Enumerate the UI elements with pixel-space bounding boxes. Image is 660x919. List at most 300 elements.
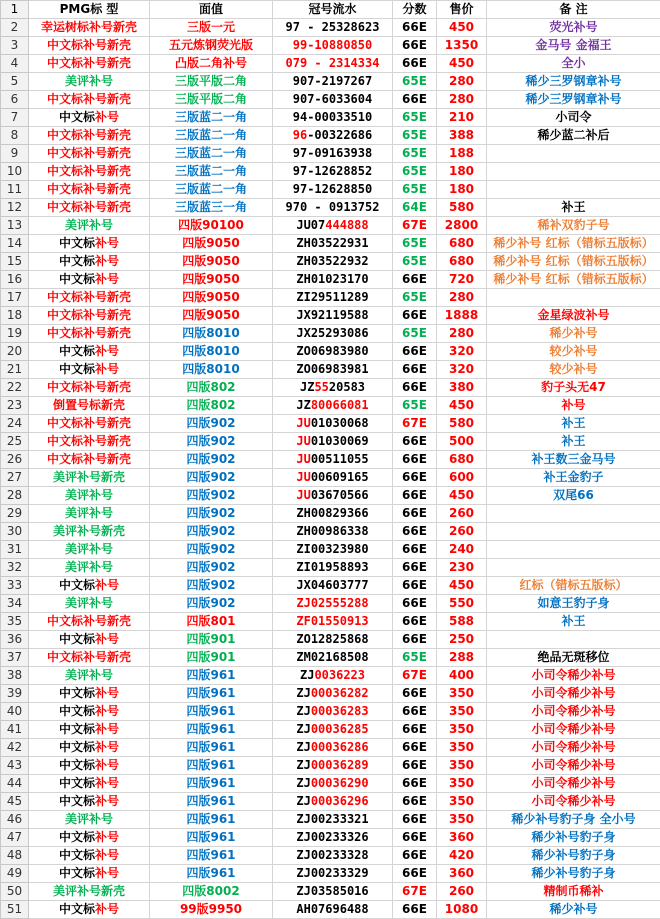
- note-cell[interactable]: 如意王豹子身: [487, 595, 660, 613]
- score-cell[interactable]: 66E: [393, 685, 437, 703]
- face-value-cell[interactable]: 四版902: [150, 523, 273, 541]
- score-cell[interactable]: 66E: [393, 703, 437, 721]
- price-cell[interactable]: 350: [437, 739, 487, 757]
- note-cell[interactable]: 稀少补号豹子身: [487, 829, 660, 847]
- pmg-label-cell[interactable]: 中文标补号新壳: [29, 37, 150, 55]
- serial-cell[interactable]: [273, 91, 393, 109]
- pmg-label-cell[interactable]: [29, 109, 150, 127]
- serial-cell[interactable]: [273, 739, 393, 757]
- row-number[interactable]: 30: [1, 523, 29, 541]
- serial-cell[interactable]: [273, 145, 393, 163]
- serial-cell[interactable]: [273, 685, 393, 703]
- score-cell[interactable]: 66E: [393, 721, 437, 739]
- score-cell[interactable]: 66E: [393, 505, 437, 523]
- pmg-label-cell[interactable]: 美评补号: [29, 73, 150, 91]
- face-value-cell[interactable]: 四版901: [150, 631, 273, 649]
- serial-cell[interactable]: [273, 487, 393, 505]
- score-cell[interactable]: 67E: [393, 667, 437, 685]
- note-cell[interactable]: 稀少补号豹子身: [487, 865, 660, 883]
- note-cell[interactable]: [487, 181, 660, 199]
- note-cell[interactable]: 小司令稀少补号: [487, 667, 660, 685]
- note-cell[interactable]: 金马号 金福王: [487, 37, 660, 55]
- price-cell[interactable]: 680: [437, 253, 487, 271]
- serial-cell[interactable]: [273, 865, 393, 883]
- serial-cell[interactable]: [273, 649, 393, 667]
- pmg-label-cell[interactable]: [29, 577, 150, 595]
- price-cell[interactable]: 680: [437, 451, 487, 469]
- score-cell[interactable]: 65E: [393, 127, 437, 145]
- score-cell[interactable]: 67E: [393, 217, 437, 235]
- price-cell[interactable]: 388: [437, 127, 487, 145]
- note-cell[interactable]: [487, 559, 660, 577]
- price-cell[interactable]: 350: [437, 703, 487, 721]
- face-value-cell[interactable]: 四版961: [150, 811, 273, 829]
- row-number[interactable]: 19: [1, 325, 29, 343]
- score-cell[interactable]: 66E: [393, 613, 437, 631]
- row-number[interactable]: 3: [1, 37, 29, 55]
- pmg-label-cell[interactable]: 中文标补号新壳: [29, 451, 150, 469]
- score-cell[interactable]: 65E: [393, 109, 437, 127]
- row-number[interactable]: 34: [1, 595, 29, 613]
- note-cell[interactable]: 稀少补号: [487, 901, 660, 919]
- pmg-label-cell[interactable]: [29, 343, 150, 361]
- serial-cell[interactable]: [273, 55, 393, 73]
- face-value-cell[interactable]: 四版961: [150, 865, 273, 883]
- row-number[interactable]: 13: [1, 217, 29, 235]
- price-cell[interactable]: 350: [437, 721, 487, 739]
- row-number[interactable]: 5: [1, 73, 29, 91]
- pmg-label-cell[interactable]: 美评补号新壳: [29, 523, 150, 541]
- price-cell[interactable]: 350: [437, 757, 487, 775]
- serial-cell[interactable]: [273, 847, 393, 865]
- price-cell[interactable]: 550: [437, 595, 487, 613]
- score-cell[interactable]: 66E: [393, 433, 437, 451]
- face-value-cell[interactable]: 四版801: [150, 613, 273, 631]
- pmg-label-cell[interactable]: 中文标补号新壳: [29, 613, 150, 631]
- pmg-label-cell[interactable]: 中文标补号新壳: [29, 433, 150, 451]
- face-value-cell[interactable]: 四版902: [150, 577, 273, 595]
- row-number[interactable]: 1: [1, 1, 29, 19]
- serial-cell[interactable]: [273, 361, 393, 379]
- pmg-label-cell[interactable]: [29, 703, 150, 721]
- price-cell[interactable]: 2800: [437, 217, 487, 235]
- row-number[interactable]: 31: [1, 541, 29, 559]
- row-number[interactable]: 9: [1, 145, 29, 163]
- pmg-label-cell[interactable]: [29, 253, 150, 271]
- row-number[interactable]: 28: [1, 487, 29, 505]
- pmg-label-cell[interactable]: 中文标补号新壳: [29, 199, 150, 217]
- pmg-label-cell[interactable]: [29, 271, 150, 289]
- pmg-label-cell[interactable]: 美评补号新壳: [29, 883, 150, 901]
- serial-cell[interactable]: [273, 217, 393, 235]
- note-cell[interactable]: [487, 163, 660, 181]
- score-cell[interactable]: 66E: [393, 379, 437, 397]
- score-cell[interactable]: 66E: [393, 523, 437, 541]
- score-cell[interactable]: 66E: [393, 469, 437, 487]
- note-cell[interactable]: 小司令稀少补号: [487, 703, 660, 721]
- face-value-cell[interactable]: 五元炼钢荧光版: [150, 37, 273, 55]
- price-cell[interactable]: 580: [437, 199, 487, 217]
- price-cell[interactable]: 680: [437, 235, 487, 253]
- score-cell[interactable]: 66E: [393, 307, 437, 325]
- score-cell[interactable]: 66E: [393, 739, 437, 757]
- pmg-label-cell[interactable]: 中文标补号新壳: [29, 127, 150, 145]
- pmg-label-cell[interactable]: 中文标补号新壳: [29, 289, 150, 307]
- score-cell[interactable]: 66E: [393, 271, 437, 289]
- note-cell[interactable]: 稀少补号 红标（错标五版标）: [487, 253, 660, 271]
- face-value-cell[interactable]: 四版902: [150, 541, 273, 559]
- serial-cell[interactable]: [273, 181, 393, 199]
- pmg-label-cell[interactable]: 美评补号: [29, 487, 150, 505]
- serial-cell[interactable]: [273, 253, 393, 271]
- note-cell[interactable]: [487, 541, 660, 559]
- note-cell[interactable]: 稀少三罗钢章补号: [487, 91, 660, 109]
- row-number[interactable]: 2: [1, 19, 29, 37]
- pmg-label-cell[interactable]: 美评补号: [29, 667, 150, 685]
- serial-cell[interactable]: [273, 793, 393, 811]
- note-cell[interactable]: 稀少补号 红标（错标五版标）: [487, 271, 660, 289]
- price-cell[interactable]: 320: [437, 343, 487, 361]
- score-cell[interactable]: 64E: [393, 199, 437, 217]
- score-cell[interactable]: 66E: [393, 811, 437, 829]
- face-value-cell[interactable]: 三版蓝二一角: [150, 127, 273, 145]
- pmg-label-cell[interactable]: 中文标补号新壳: [29, 307, 150, 325]
- pmg-label-cell[interactable]: [29, 739, 150, 757]
- note-cell[interactable]: 小司令稀少补号: [487, 721, 660, 739]
- pmg-label-cell[interactable]: [29, 793, 150, 811]
- note-cell[interactable]: 双尾66: [487, 487, 660, 505]
- note-cell[interactable]: 小司令稀少补号: [487, 793, 660, 811]
- pmg-label-cell[interactable]: 中文标补号新壳: [29, 181, 150, 199]
- note-cell[interactable]: [487, 505, 660, 523]
- pmg-label-cell[interactable]: [29, 865, 150, 883]
- score-cell[interactable]: 66E: [393, 901, 437, 919]
- face-value-cell[interactable]: 四版8010: [150, 361, 273, 379]
- price-cell[interactable]: 580: [437, 415, 487, 433]
- col-header-note[interactable]: 备 注: [487, 1, 660, 19]
- row-number[interactable]: 29: [1, 505, 29, 523]
- serial-cell[interactable]: [273, 721, 393, 739]
- price-cell[interactable]: 588: [437, 613, 487, 631]
- pmg-label-cell[interactable]: [29, 631, 150, 649]
- price-cell[interactable]: 720: [437, 271, 487, 289]
- row-number[interactable]: 43: [1, 757, 29, 775]
- price-cell[interactable]: 350: [437, 775, 487, 793]
- score-cell[interactable]: 66E: [393, 541, 437, 559]
- serial-cell[interactable]: [273, 811, 393, 829]
- serial-cell[interactable]: [273, 613, 393, 631]
- note-cell[interactable]: 补王: [487, 433, 660, 451]
- col-header-face-value[interactable]: 面值: [150, 1, 273, 19]
- serial-cell[interactable]: [273, 577, 393, 595]
- price-cell[interactable]: 500: [437, 433, 487, 451]
- serial-cell[interactable]: [273, 451, 393, 469]
- face-value-cell[interactable]: 四版901: [150, 649, 273, 667]
- pmg-label-cell[interactable]: [29, 901, 150, 919]
- price-cell[interactable]: 350: [437, 811, 487, 829]
- serial-cell[interactable]: [273, 757, 393, 775]
- row-number[interactable]: 39: [1, 685, 29, 703]
- price-cell[interactable]: 450: [437, 487, 487, 505]
- face-value-cell[interactable]: 四版802: [150, 397, 273, 415]
- face-value-cell[interactable]: 四版961: [150, 703, 273, 721]
- score-cell[interactable]: 65E: [393, 163, 437, 181]
- pmg-label-cell[interactable]: [29, 235, 150, 253]
- row-number[interactable]: 12: [1, 199, 29, 217]
- pmg-label-cell[interactable]: 美评补号: [29, 541, 150, 559]
- serial-cell[interactable]: [273, 775, 393, 793]
- row-number[interactable]: 14: [1, 235, 29, 253]
- price-cell[interactable]: 280: [437, 325, 487, 343]
- note-cell[interactable]: [487, 523, 660, 541]
- pmg-label-cell[interactable]: 幸运树标补号新壳: [29, 19, 150, 37]
- pmg-label-cell[interactable]: [29, 847, 150, 865]
- face-value-cell[interactable]: 四版802: [150, 379, 273, 397]
- pmg-label-cell[interactable]: [29, 721, 150, 739]
- row-number[interactable]: 10: [1, 163, 29, 181]
- row-number[interactable]: 27: [1, 469, 29, 487]
- face-value-cell[interactable]: 三版平版二角: [150, 73, 273, 91]
- serial-cell[interactable]: [273, 667, 393, 685]
- score-cell[interactable]: 66E: [393, 559, 437, 577]
- note-cell[interactable]: 稀少补号 红标（错标五版标）: [487, 235, 660, 253]
- score-cell[interactable]: 66E: [393, 343, 437, 361]
- pmg-label-cell[interactable]: 中文标补号新壳: [29, 145, 150, 163]
- face-value-cell[interactable]: 四版961: [150, 739, 273, 757]
- row-number[interactable]: 8: [1, 127, 29, 145]
- pmg-label-cell[interactable]: 倒置号标新壳: [29, 397, 150, 415]
- face-value-cell[interactable]: 四版9050: [150, 253, 273, 271]
- score-cell[interactable]: 67E: [393, 415, 437, 433]
- pmg-label-cell[interactable]: [29, 775, 150, 793]
- price-cell[interactable]: 288: [437, 649, 487, 667]
- serial-cell[interactable]: [273, 469, 393, 487]
- price-cell[interactable]: 230: [437, 559, 487, 577]
- score-cell[interactable]: 65E: [393, 253, 437, 271]
- row-number[interactable]: 20: [1, 343, 29, 361]
- price-cell[interactable]: 360: [437, 829, 487, 847]
- pmg-label-cell[interactable]: 美评补号: [29, 595, 150, 613]
- note-cell[interactable]: 小司令稀少补号: [487, 757, 660, 775]
- score-cell[interactable]: 66E: [393, 631, 437, 649]
- row-number[interactable]: 23: [1, 397, 29, 415]
- pmg-label-cell[interactable]: 美评补号: [29, 217, 150, 235]
- serial-cell[interactable]: [273, 523, 393, 541]
- face-value-cell[interactable]: 四版961: [150, 721, 273, 739]
- price-cell[interactable]: 450: [437, 397, 487, 415]
- face-value-cell[interactable]: 三版一元: [150, 19, 273, 37]
- serial-cell[interactable]: [273, 19, 393, 37]
- serial-cell[interactable]: [273, 73, 393, 91]
- score-cell[interactable]: 65E: [393, 73, 437, 91]
- price-cell[interactable]: 360: [437, 865, 487, 883]
- row-number[interactable]: 11: [1, 181, 29, 199]
- pmg-label-cell[interactable]: 中文标补号新壳: [29, 55, 150, 73]
- note-cell[interactable]: [487, 289, 660, 307]
- col-header-price[interactable]: 售价: [437, 1, 487, 19]
- price-cell[interactable]: 420: [437, 847, 487, 865]
- face-value-cell[interactable]: 三版蓝二一角: [150, 163, 273, 181]
- score-cell[interactable]: 65E: [393, 145, 437, 163]
- col-header-serial[interactable]: 冠号流水: [273, 1, 393, 19]
- price-cell[interactable]: 188: [437, 145, 487, 163]
- face-value-cell[interactable]: 四版902: [150, 451, 273, 469]
- price-cell[interactable]: 280: [437, 91, 487, 109]
- row-number[interactable]: 33: [1, 577, 29, 595]
- note-cell[interactable]: 稀少蓝二补后: [487, 127, 660, 145]
- serial-cell[interactable]: [273, 271, 393, 289]
- face-value-cell[interactable]: 四版9050: [150, 307, 273, 325]
- face-value-cell[interactable]: 四版961: [150, 685, 273, 703]
- serial-cell[interactable]: [273, 235, 393, 253]
- row-number[interactable]: 4: [1, 55, 29, 73]
- row-number[interactable]: 37: [1, 649, 29, 667]
- col-header-pmg[interactable]: PMG标 型: [29, 1, 150, 19]
- row-number[interactable]: 7: [1, 109, 29, 127]
- face-value-cell[interactable]: 四版961: [150, 757, 273, 775]
- serial-cell[interactable]: [273, 631, 393, 649]
- row-number[interactable]: 17: [1, 289, 29, 307]
- score-cell[interactable]: 65E: [393, 397, 437, 415]
- serial-cell[interactable]: [273, 199, 393, 217]
- note-cell[interactable]: 较少补号: [487, 361, 660, 379]
- price-cell[interactable]: 1350: [437, 37, 487, 55]
- score-cell[interactable]: 66E: [393, 55, 437, 73]
- serial-cell[interactable]: [273, 397, 393, 415]
- note-cell[interactable]: 金星绿波补号: [487, 307, 660, 325]
- pmg-label-cell[interactable]: 中文标补号新壳: [29, 649, 150, 667]
- row-number[interactable]: 18: [1, 307, 29, 325]
- face-value-cell[interactable]: 四版902: [150, 487, 273, 505]
- note-cell[interactable]: 稀补双豹子号: [487, 217, 660, 235]
- note-cell[interactable]: 较少补号: [487, 343, 660, 361]
- pmg-label-cell[interactable]: [29, 829, 150, 847]
- pmg-label-cell[interactable]: 美评补号: [29, 811, 150, 829]
- serial-cell[interactable]: [273, 289, 393, 307]
- face-value-cell[interactable]: 四版902: [150, 559, 273, 577]
- face-value-cell[interactable]: 四版9050: [150, 289, 273, 307]
- serial-cell[interactable]: [273, 829, 393, 847]
- note-cell[interactable]: 稀少补号豹子身: [487, 847, 660, 865]
- price-cell[interactable]: 1888: [437, 307, 487, 325]
- serial-cell[interactable]: [273, 541, 393, 559]
- score-cell[interactable]: 66E: [393, 19, 437, 37]
- row-number[interactable]: 40: [1, 703, 29, 721]
- price-cell[interactable]: 240: [437, 541, 487, 559]
- score-cell[interactable]: 66E: [393, 37, 437, 55]
- pmg-label-cell[interactable]: 中文标补号新壳: [29, 91, 150, 109]
- price-cell[interactable]: 450: [437, 577, 487, 595]
- col-header-score[interactable]: 分数: [393, 1, 437, 19]
- note-cell[interactable]: 小司令: [487, 109, 660, 127]
- note-cell[interactable]: 红标（错标五版标）: [487, 577, 660, 595]
- face-value-cell[interactable]: 四版902: [150, 469, 273, 487]
- face-value-cell[interactable]: 四版961: [150, 847, 273, 865]
- price-cell[interactable]: 400: [437, 667, 487, 685]
- pmg-label-cell[interactable]: [29, 685, 150, 703]
- row-number[interactable]: 22: [1, 379, 29, 397]
- pmg-label-cell[interactable]: 中文标补号新壳: [29, 379, 150, 397]
- row-number[interactable]: 25: [1, 433, 29, 451]
- price-cell[interactable]: 600: [437, 469, 487, 487]
- note-cell[interactable]: [487, 631, 660, 649]
- row-number[interactable]: 38: [1, 667, 29, 685]
- price-cell[interactable]: 180: [437, 181, 487, 199]
- score-cell[interactable]: 66E: [393, 487, 437, 505]
- score-cell[interactable]: 65E: [393, 325, 437, 343]
- serial-cell[interactable]: [273, 109, 393, 127]
- score-cell[interactable]: 66E: [393, 865, 437, 883]
- price-cell[interactable]: 1080: [437, 901, 487, 919]
- pmg-label-cell[interactable]: 美评补号: [29, 505, 150, 523]
- row-number[interactable]: 32: [1, 559, 29, 577]
- pmg-label-cell[interactable]: 中文标补号新壳: [29, 325, 150, 343]
- score-cell[interactable]: 65E: [393, 235, 437, 253]
- score-cell[interactable]: 66E: [393, 775, 437, 793]
- score-cell[interactable]: 66E: [393, 577, 437, 595]
- note-cell[interactable]: 小司令稀少补号: [487, 739, 660, 757]
- price-cell[interactable]: 450: [437, 19, 487, 37]
- note-cell[interactable]: 稀少补号: [487, 325, 660, 343]
- face-value-cell[interactable]: 四版961: [150, 667, 273, 685]
- serial-cell[interactable]: [273, 127, 393, 145]
- note-cell[interactable]: 绝品无斑移位: [487, 649, 660, 667]
- face-value-cell[interactable]: 四版90100: [150, 217, 273, 235]
- row-number[interactable]: 50: [1, 883, 29, 901]
- pmg-label-cell[interactable]: 中文标补号新壳: [29, 163, 150, 181]
- row-number[interactable]: 26: [1, 451, 29, 469]
- note-cell[interactable]: 小司令稀少补号: [487, 685, 660, 703]
- pmg-label-cell[interactable]: [29, 361, 150, 379]
- price-cell[interactable]: 380: [437, 379, 487, 397]
- price-cell[interactable]: 320: [437, 361, 487, 379]
- note-cell[interactable]: 小司令稀少补号: [487, 775, 660, 793]
- face-value-cell[interactable]: 凸版二角补号: [150, 55, 273, 73]
- note-cell[interactable]: 荧光补号: [487, 19, 660, 37]
- serial-cell[interactable]: [273, 595, 393, 613]
- note-cell[interactable]: 补王: [487, 199, 660, 217]
- note-cell[interactable]: 精制币稀补: [487, 883, 660, 901]
- note-cell[interactable]: 补王: [487, 415, 660, 433]
- row-number[interactable]: 6: [1, 91, 29, 109]
- score-cell[interactable]: 67E: [393, 883, 437, 901]
- serial-cell[interactable]: [273, 163, 393, 181]
- face-value-cell[interactable]: 99版9950: [150, 901, 273, 919]
- score-cell[interactable]: 65E: [393, 289, 437, 307]
- price-cell[interactable]: 450: [437, 55, 487, 73]
- note-cell[interactable]: 豹子头无47: [487, 379, 660, 397]
- price-cell[interactable]: 210: [437, 109, 487, 127]
- face-value-cell[interactable]: 四版8010: [150, 343, 273, 361]
- face-value-cell[interactable]: 三版蓝二一角: [150, 145, 273, 163]
- serial-cell[interactable]: [273, 559, 393, 577]
- price-cell[interactable]: 260: [437, 505, 487, 523]
- face-value-cell[interactable]: 四版902: [150, 415, 273, 433]
- face-value-cell[interactable]: 四版9050: [150, 235, 273, 253]
- row-number[interactable]: 49: [1, 865, 29, 883]
- pmg-label-cell[interactable]: [29, 757, 150, 775]
- note-cell[interactable]: [487, 145, 660, 163]
- face-value-cell[interactable]: 四版902: [150, 505, 273, 523]
- face-value-cell[interactable]: 三版蓝三一角: [150, 199, 273, 217]
- note-cell[interactable]: 补王数三金马号: [487, 451, 660, 469]
- row-number[interactable]: 48: [1, 847, 29, 865]
- pmg-label-cell[interactable]: 中文标补号新壳: [29, 415, 150, 433]
- note-cell[interactable]: 全小: [487, 55, 660, 73]
- row-number[interactable]: 44: [1, 775, 29, 793]
- price-cell[interactable]: 280: [437, 289, 487, 307]
- face-value-cell[interactable]: 四版961: [150, 775, 273, 793]
